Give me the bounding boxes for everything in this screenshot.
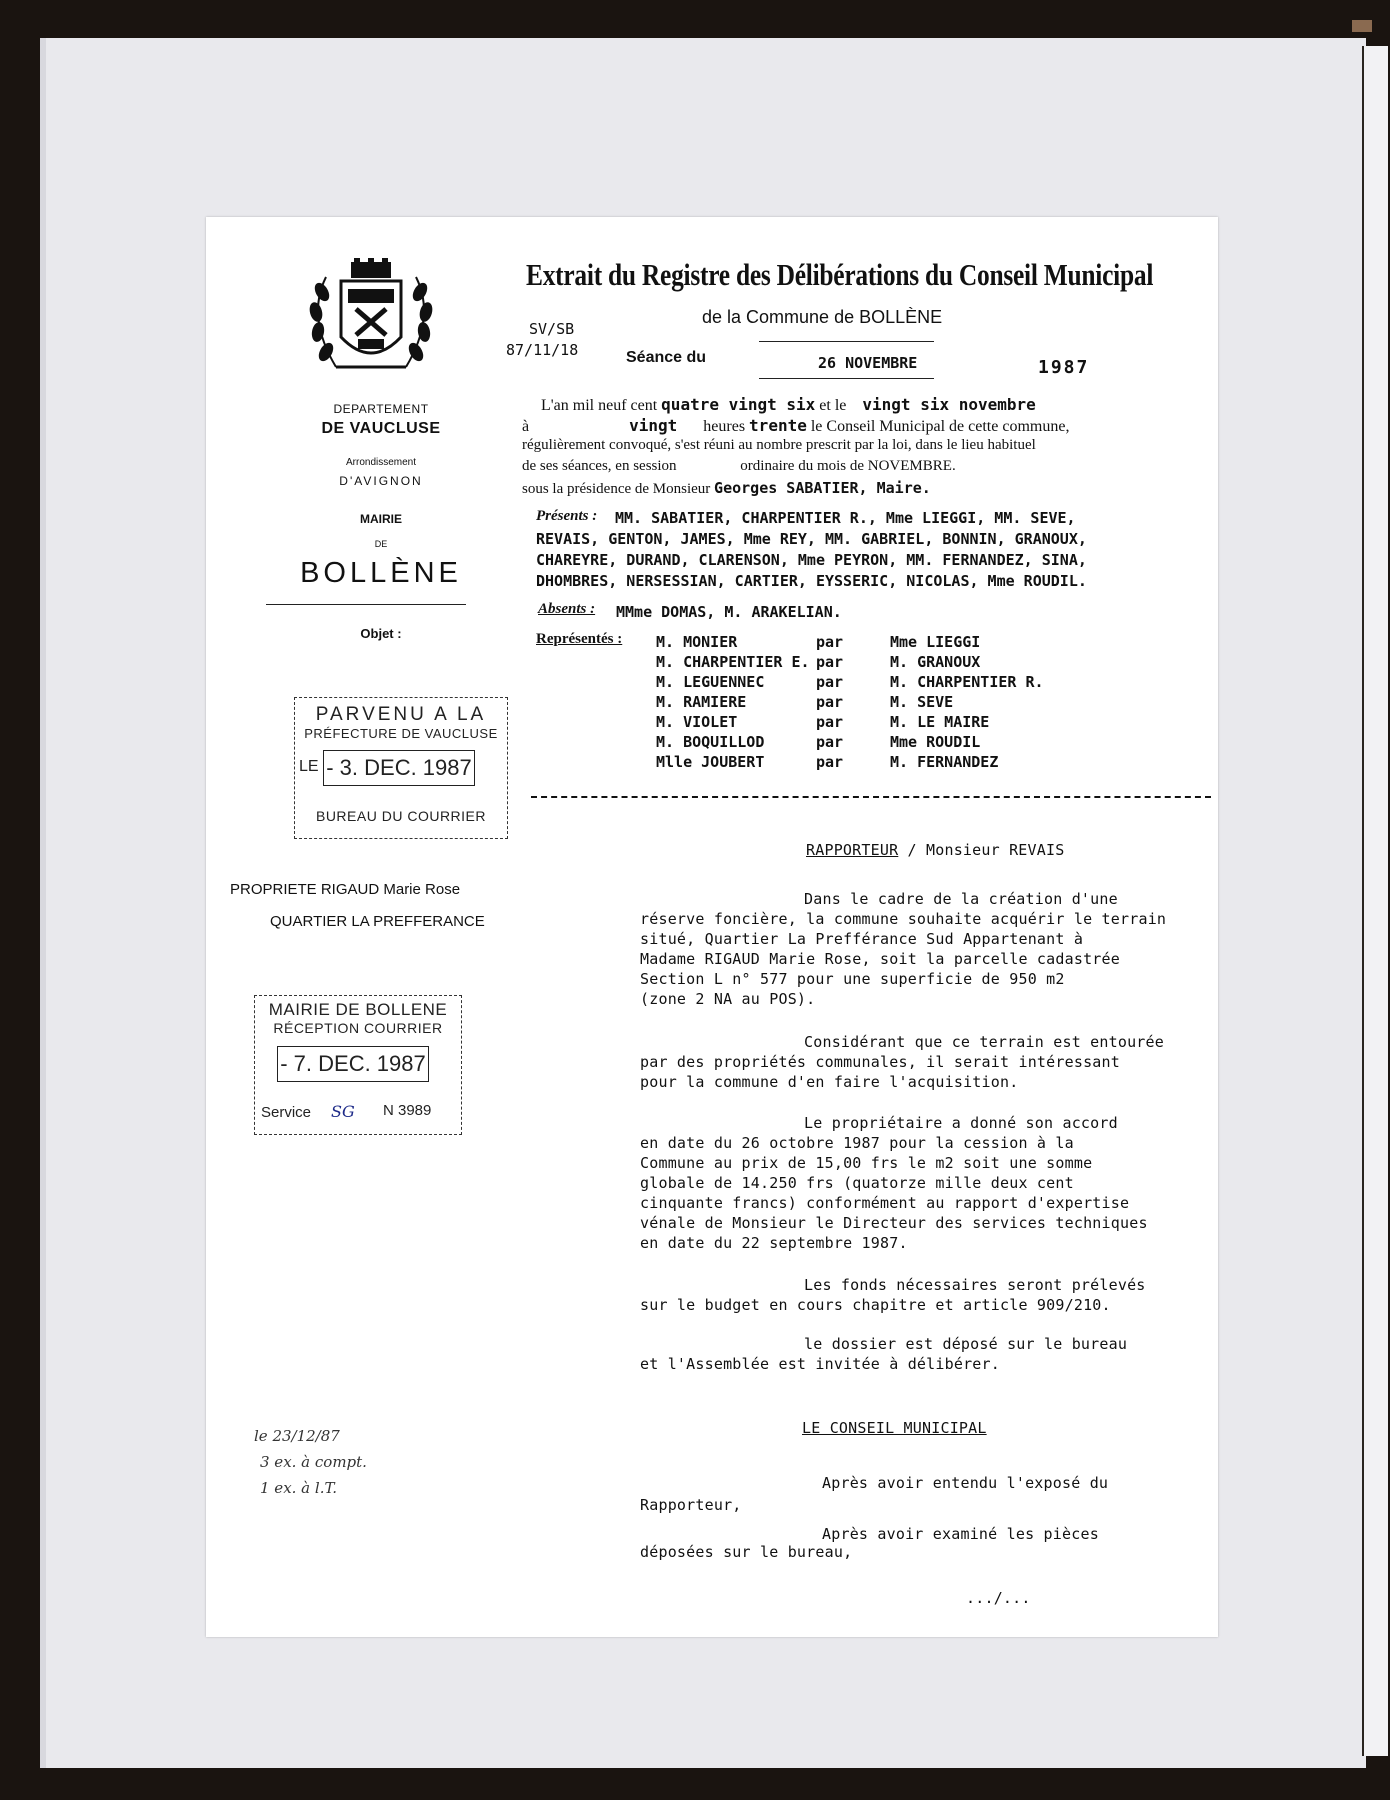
objet-line1: PROPRIETE RIGAUD Marie Rose bbox=[230, 881, 461, 898]
paragraph-considerant-line: Considérant que ce terrain est entourée bbox=[804, 1033, 1164, 1051]
preamble-line1 bbox=[541, 395, 1036, 415]
representes-label: Représentés : bbox=[536, 631, 623, 647]
paragraph-reserve-fonciere-line: situé, Quartier La Prefférance Sud Appartenant à bbox=[640, 930, 1084, 948]
preamble-line3: régulièrement convoqué, s'est réuni au nombre prescrit par la loi, dans le lieu habituel bbox=[522, 437, 1036, 453]
representation-proxy: M. FERNANDEZ bbox=[890, 753, 999, 771]
prefecture-stamp-le: LE bbox=[299, 758, 319, 775]
representation-member: Mlle JOUBERT bbox=[656, 753, 765, 771]
coat-of-arms-icon bbox=[296, 257, 446, 387]
department-line1: DEPARTEMENT bbox=[333, 402, 429, 416]
reference-line1: SV/SB bbox=[529, 320, 575, 338]
preamble-5b: Georges SABATIER, Maire. bbox=[714, 479, 931, 497]
presents-line1: MM. SABATIER, CHARPENTIER R., Mme LIEGGI, MM. SEVE, bbox=[615, 509, 1076, 527]
paragraph-expose-line: Rapporteur, bbox=[640, 1496, 742, 1514]
conseil-heading: LE CONSEIL MUNICIPAL bbox=[802, 1419, 987, 1437]
objet-line2: QUARTIER LA PREFFERANCE bbox=[270, 913, 485, 930]
preamble-2e: le Conseil Municipal de cette commune, bbox=[810, 418, 1070, 435]
continuation-mark: .../... bbox=[966, 1589, 1031, 1607]
rapporteur-label: RAPPORTEUR bbox=[806, 841, 899, 859]
representation-member: M. VIOLET bbox=[656, 713, 738, 731]
preamble-2c: heures bbox=[703, 418, 746, 435]
document-sheet bbox=[206, 217, 1218, 1637]
representation-proxy: M. LE MAIRE bbox=[890, 713, 990, 731]
paragraph-reserve-fonciere-line: Madame RIGAUD Marie Rose, soit la parcelle cadastrée bbox=[640, 950, 1120, 968]
register-subtitle: de la Commune de BOLLÈNE bbox=[702, 307, 943, 327]
paragraph-accord-line: cinquante francs) conformément au rapport d'expertise bbox=[640, 1194, 1130, 1212]
mairie-stamp-line1: MAIRIE DE BOLLENE bbox=[268, 1000, 448, 1019]
binder-tab bbox=[1352, 20, 1372, 32]
representation-member: M. BOQUILLOD bbox=[656, 733, 765, 751]
paragraph-accord-line: Le propriétaire a donné son accord bbox=[804, 1114, 1118, 1132]
register-title: Extrait du Registre des Délibérations du Conseil Municipal bbox=[526, 257, 1154, 292]
section-separator bbox=[531, 796, 1211, 798]
presents-line3: CHAREYRE, DURAND, CLARENSON, Mme PEYRON, MM. FERNANDEZ, SINA, bbox=[536, 551, 1087, 569]
representation-par: par bbox=[816, 653, 844, 671]
paragraph-accord-line: vénale de Monsieur le Directeur des services techniques bbox=[640, 1214, 1148, 1232]
header-divider-top bbox=[759, 341, 934, 342]
prefecture-stamp-line3: BUREAU DU COURRIER bbox=[315, 808, 486, 824]
paragraph-reserve-fonciere-line: Section L n° 577 pour une superficie de 950 m2 bbox=[640, 970, 1065, 988]
representation-proxy: M. GRANOUX bbox=[890, 653, 981, 671]
paragraph-reserve-fonciere-line: Dans le cadre de la création d'une bbox=[804, 890, 1118, 908]
arrondissement-label: Arrondissement bbox=[345, 457, 417, 468]
handwritten-note-3: 1 ex. à l.T. bbox=[260, 1479, 338, 1497]
mairie-label: MAIRIE bbox=[360, 512, 402, 526]
representation-member: M. LEGUENNEC bbox=[656, 673, 765, 691]
preamble-line5 bbox=[522, 479, 931, 498]
town-divider bbox=[266, 604, 466, 605]
mairie-stamp-line2: RÉCEPTION COURRIER bbox=[273, 1020, 443, 1036]
representation-par: par bbox=[816, 673, 844, 691]
presents-line4: DHOMBRES, NERSESSIAN, CARTIER, EYSSERIC, NICOLAS, Mme ROUDIL. bbox=[536, 572, 1087, 590]
paragraph-reserve-fonciere-line: réserve foncière, la commune souhaite acquérir le terrain bbox=[640, 910, 1167, 928]
paragraph-considerant-line: pour la commune d'en faire l'acquisition. bbox=[640, 1073, 1019, 1091]
representation-par: par bbox=[816, 733, 844, 751]
paragraph-pieces-line: Après avoir examiné les pièces bbox=[822, 1525, 1099, 1543]
representation-proxy: M. SEVE bbox=[890, 693, 954, 711]
representation-par: par bbox=[816, 693, 844, 711]
representation-par: par bbox=[816, 753, 844, 771]
absents-value: MMme DOMAS, M. ARAKELIAN. bbox=[616, 603, 842, 621]
preamble-1a: L'an mil neuf cent bbox=[541, 397, 658, 414]
prefecture-stamp-date: - 3. DEC. 1987 bbox=[323, 750, 475, 786]
preamble-4b: ordinaire du mois de NOVEMBRE. bbox=[740, 458, 956, 474]
paragraph-dossier-line: et l'Assemblée est invitée à délibérer. bbox=[640, 1355, 1000, 1373]
representation-proxy: Mme ROUDIL bbox=[890, 733, 981, 751]
seance-year: 1987 bbox=[1038, 357, 1090, 378]
representation-member: M. MONIER bbox=[656, 633, 738, 651]
representation-proxy: Mme LIEGGI bbox=[890, 633, 981, 651]
representation-member: M. CHARPENTIER E. bbox=[656, 653, 810, 671]
header-divider-bottom bbox=[759, 378, 934, 379]
paragraph-pieces-line: déposées sur le bureau, bbox=[640, 1543, 853, 1561]
paragraph-accord-line: en date du 22 septembre 1987. bbox=[640, 1234, 908, 1252]
presents-label: Présents : bbox=[536, 508, 598, 524]
arrondissement-value: D'AVIGNON bbox=[339, 474, 423, 488]
representation-par: par bbox=[816, 633, 844, 651]
preamble-5a: sous la présidence de Monsieur bbox=[522, 481, 711, 497]
paragraph-expose-line: Après avoir entendu l'exposé du bbox=[822, 1474, 1109, 1492]
de-label: DE bbox=[374, 539, 388, 549]
paragraph-considerant-line: par des propriétés communales, il serait intéressant bbox=[640, 1053, 1120, 1071]
representation-member: M. RAMIERE bbox=[656, 693, 747, 711]
department-line2: DE VAUCLUSE bbox=[321, 420, 441, 437]
preamble-2a: à bbox=[522, 418, 530, 435]
preamble-1b: quatre vingt six bbox=[661, 395, 816, 414]
absents-label: Absents : bbox=[538, 601, 596, 617]
representation-proxy: M. CHARPENTIER R. bbox=[890, 673, 1044, 691]
prefecture-stamp-line1: PARVENU A LA bbox=[315, 704, 487, 725]
preamble-1d: vingt six novembre bbox=[862, 395, 1036, 414]
paragraph-accord-line: en date du 26 octobre 1987 pour la cession à la bbox=[640, 1134, 1074, 1152]
preamble-2b: vingt bbox=[629, 416, 678, 435]
paragraph-accord-line: globale de 14.250 frs (quatorze mille deux cent bbox=[640, 1174, 1074, 1192]
objet-label: Objet : bbox=[360, 626, 402, 641]
reference-line2: 87/11/18 bbox=[506, 341, 579, 359]
preamble-line4 bbox=[522, 458, 956, 475]
mairie-stamp bbox=[254, 995, 462, 1135]
representation-par: par bbox=[816, 713, 844, 731]
handwritten-note-2: 3 ex. à compt. bbox=[260, 1453, 367, 1471]
paragraph-fonds-line: sur le budget en cours chapitre et article 909/210. bbox=[640, 1296, 1111, 1314]
mairie-stamp-date: - 7. DEC. 1987 bbox=[277, 1046, 429, 1082]
seance-label: Séance du bbox=[626, 349, 707, 366]
rapporteur-name: / Monsieur REVAIS bbox=[898, 841, 1065, 859]
prefecture-stamp-line2: PRÉFECTURE DE VAUCLUSE bbox=[304, 726, 498, 741]
town-name: BOLLÈNE bbox=[300, 557, 462, 589]
binder-edge bbox=[1362, 46, 1388, 1756]
handwritten-note-1: le 23/12/87 bbox=[254, 1427, 340, 1445]
preamble-2d: trente bbox=[749, 416, 807, 435]
preamble-4a: de ses séances, en session bbox=[522, 458, 677, 474]
paragraph-reserve-fonciere-line: (zone 2 NA au POS). bbox=[640, 990, 816, 1008]
paragraph-accord-line: Commune au prix de 15,00 frs le m2 soit une somme bbox=[640, 1154, 1093, 1172]
prefecture-stamp bbox=[294, 697, 508, 839]
paragraph-dossier-line: le dossier est déposé sur le bureau bbox=[804, 1335, 1128, 1353]
presents-line2: REVAIS, GENTON, JAMES, Mme REY, MM. GABRIEL, BONNIN, GRANOUX, bbox=[536, 530, 1087, 548]
preamble-1c: et le bbox=[819, 397, 847, 414]
mairie-stamp-number: N 3989 bbox=[383, 1102, 432, 1119]
seance-date: 26 NOVEMBRE bbox=[818, 354, 918, 372]
paragraph-fonds-line: Les fonds nécessaires seront prélevés bbox=[804, 1276, 1146, 1294]
mairie-stamp-service-value: SG bbox=[331, 1102, 355, 1121]
preamble-line2 bbox=[522, 416, 1202, 436]
rapporteur-line bbox=[806, 841, 1064, 859]
mairie-stamp-service-label: Service bbox=[261, 1104, 312, 1121]
